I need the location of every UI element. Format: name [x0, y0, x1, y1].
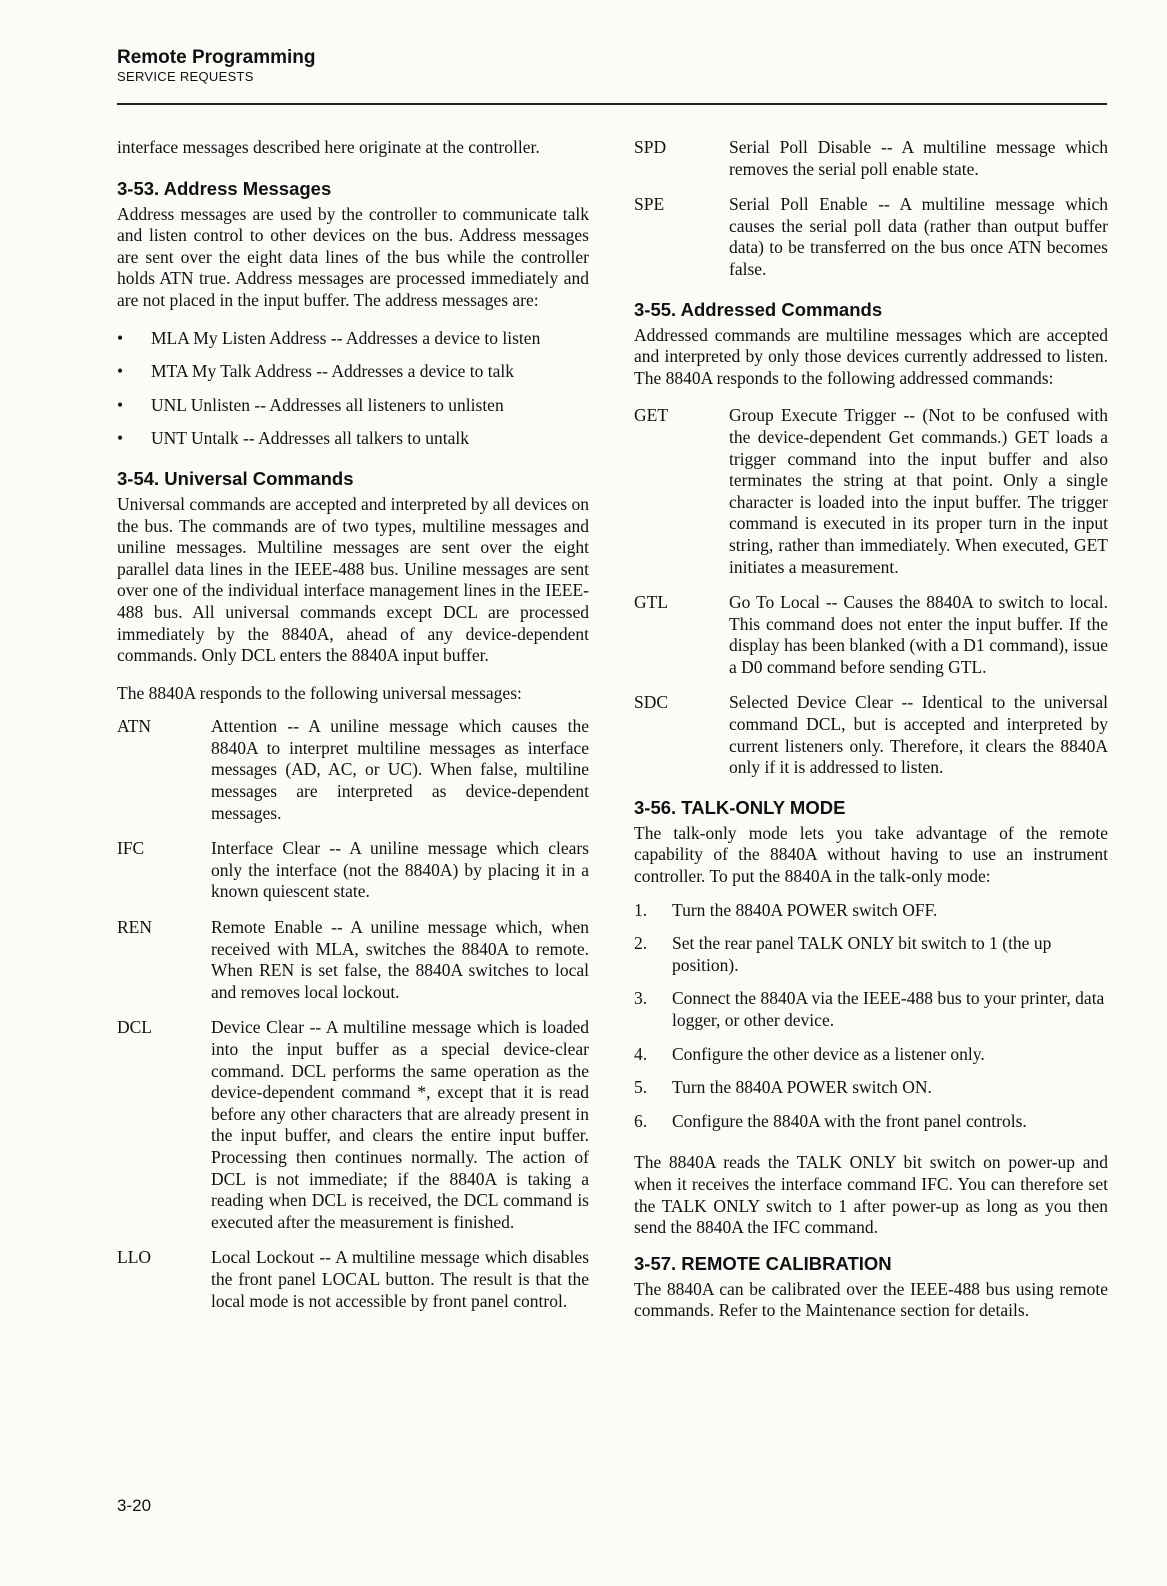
page-header [117, 47, 315, 84]
definition-term: ATN [117, 716, 152, 737]
talk-only-after-paragraph: The 8840A reads the TALK ONLY bit switch on power-up and when it receives the interface command IFC. You can therefore set the TALK ONLY switch to 1 after power-up as long as you then send the 8840A the IFC command. [634, 1152, 1108, 1238]
address-messages-paragraph: Address messages are used by the controller to communicate talk and listen control to other devices on the bus. Address messages are sent over the eight data lines of the bus while the controller holds ATN true. Address messages are processed immediately and are not placed in the input buffer. The address messages are: [117, 203, 589, 310]
section-heading-3-53: 3-53. Address Messages [117, 177, 332, 199]
page-number: 3-20 [117, 1496, 152, 1515]
definition-text: Interface Clear -- A uniline message which clears only the interface (not the 8840A) by placing it in a known quiescent state. [211, 838, 589, 902]
header-rule [117, 103, 1107, 105]
list-item: 3. Connect the 8840A via the IEEE-488 bus to your printer, data logger, or other device. [634, 988, 1105, 1030]
header-title: Remote Programming [117, 47, 316, 68]
definition-text: Group Execute Trigger -- (Not to be confused with the device-dependent Get commands.) GET loads a trigger command into the input buffer and also terminates the string at that point. Only a single character is loaded into the input buffer. The trigger command is executed in its proper turn in the input string, rather than immediately. When executed, GET initiates a measurement. [729, 405, 1108, 577]
universal-commands-paragraph: Universal commands are accepted and interpreted by all devices on the bus. The commands are of two types, multiline messages and uniline messages. Multiline messages are sent over the eight parallel data lines in the IEEE-488 bus. Uniline messages are sent over one of the individual interface management lines in the IEEE-488 bus. All universal commands except DCL are processed immediately by the 8840A, ahead of any device-dependent commands. Only DCL enters the 8840A input buffer. [117, 493, 589, 666]
section-heading-3-57: 3-57. REMOTE CALIBRATION [634, 1252, 892, 1274]
address-message-list [117, 328, 589, 450]
definition-row [634, 137, 1108, 180]
right-column [634, 137, 1108, 1322]
definition-row [117, 917, 589, 1003]
list-item: • MLA My Listen Address -- Addresses a device to listen [117, 327, 541, 348]
addressed-commands-paragraph: Addressed commands are multiline messages which are accepted and interpreted by only those devices currently addressed to listen. The 8840A responds to the following addressed commands: [634, 324, 1108, 388]
section-heading-3-55: 3-55. Addressed Commands [634, 298, 883, 320]
definition-term: IFC [117, 838, 145, 859]
definition-row [117, 716, 589, 824]
talk-only-steps [634, 900, 1108, 1133]
definition-text: Go To Local -- Causes the 8840A to switch to local. This command does not enter the input buffer. If the display has been blanked (with a D1 command), issue a D0 command before sending GTL. [729, 592, 1108, 677]
list-item: 6. Configure the 8840A with the front panel controls. [634, 1110, 1027, 1131]
list-item: 4. Configure the other device as a listener only. [634, 1043, 985, 1064]
definition-row [634, 405, 1108, 578]
list-item: • UNL Unlisten -- Addresses all listeners to unlisten [117, 394, 504, 415]
definition-text: Serial Poll Enable -- A multiline message which causes the serial poll data (rather than output buffer data) to be transferred on the bus once ATN becomes false. [729, 194, 1108, 279]
definition-row [117, 1247, 589, 1312]
definition-term: GTL [634, 592, 669, 613]
header-subtitle: SERVICE REQUESTS [117, 69, 254, 84]
definition-row [117, 838, 589, 903]
definition-text: Local Lockout -- A multiline message which disables the front panel LOCAL button. The result is that the local mode is not accessible by front panel control. [211, 1247, 589, 1311]
list-item: 5. Turn the 8840A POWER switch ON. [634, 1077, 932, 1098]
definition-text: Attention -- A uniline message which causes the 8840A to interpret multiline messages as interface messages (AD, AC, or UC). When false, multiline messages are interpreted as device-dependent messages. [211, 716, 589, 823]
talk-only-paragraph: The talk-only mode lets you take advantage of the remote capability of the 8840A without having to use an instrument controller. To put the 8840A in the talk-only mode: [634, 822, 1108, 887]
left-column [117, 137, 589, 1326]
definition-term: REN [117, 917, 152, 938]
definition-row [634, 592, 1108, 678]
remote-calibration-paragraph: The 8840A can be calibrated over the IEEE-488 bus using remote commands. Refer to the Maintenance section for details. [634, 1278, 1108, 1321]
definition-term: SDC [634, 692, 669, 713]
section-heading-3-56: 3-56. TALK-ONLY MODE [634, 796, 846, 818]
section-heading-3-54: 3-54. Universal Commands [117, 467, 354, 489]
definition-text: Device Clear -- A multiline message which is loaded into the input buffer as a special device-clear command. DCL performs the same operation as the device-dependent command *, except that it is read before any other characters that are already present in the input buffer, and clears the entire input buffer. Processing then continues normally. The action of DCL is not immediate; if the 8840A is taking a reading when DCL is received, the DCL command is executed after the measurement is finished. [211, 1017, 589, 1232]
definition-row [634, 194, 1108, 280]
definition-text: Selected Device Clear -- Identical to the universal command DCL, but is accepted and interpreted by current listeners only. Therefore, it clears the 8840A only if it is addressed to listen. [729, 692, 1108, 778]
definition-term: LLO [117, 1247, 152, 1268]
definition-term: DCL [117, 1017, 152, 1038]
list-item: • MTA My Talk Address -- Addresses a device to talk [117, 361, 515, 382]
list-item: 2. Set the rear panel TALK ONLY bit switch to 1 (the up position). [634, 933, 1052, 975]
definition-row [634, 692, 1108, 778]
definition-term: SPD [634, 137, 667, 157]
list-item: • UNT Untalk -- Addresses all talkers to untalk [117, 428, 470, 449]
addressed-command-list [634, 405, 1108, 779]
definition-row [117, 1017, 589, 1233]
universal-lead-paragraph: The 8840A responds to the following universal messages: [117, 682, 522, 703]
intro-paragraph: interface messages described here originate at the controller. [117, 137, 540, 157]
definition-term: SPE [634, 194, 665, 215]
definition-text: Serial Poll Disable -- A multiline message which removes the serial poll enable state. [729, 137, 1108, 179]
serial-poll-list [634, 137, 1108, 281]
universal-message-list [117, 716, 589, 1312]
list-item: 1. Turn the 8840A POWER switch OFF. [634, 899, 938, 920]
definition-text: Remote Enable -- A uniline message which, when received with MLA, switches the 8840A to remote. When REN is set false, the 8840A switches to local and removes local lockout. [211, 917, 589, 1002]
definition-term: GET [634, 405, 669, 426]
